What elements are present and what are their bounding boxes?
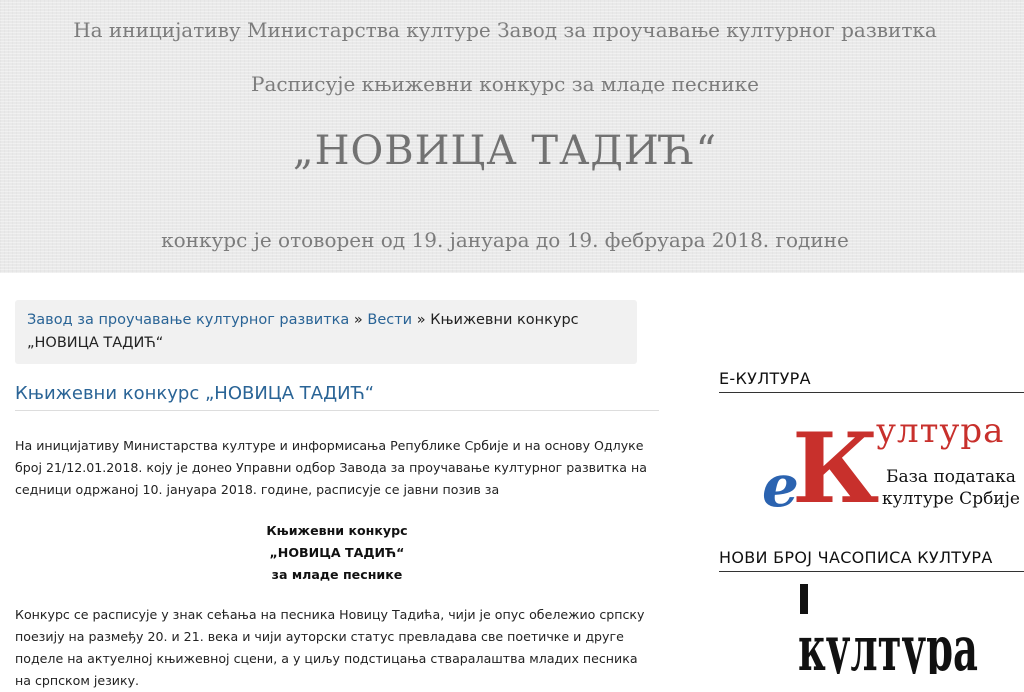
article-paragraph-body: Конкурс се расписује у знак сећања на песника Новицу Тадића, чији је опус обележио српску поезију на размеђу 20. и 21. века и чији ауторски статус превладава све поетичке и друге поделе на актуелној књижевној сцени, а у циљу подстицања стваралаштва младих песника на српском језику. [15, 607, 645, 688]
header-banner [0, 0, 1024, 273]
contest-heading-audience: за младе песнике [271, 567, 403, 582]
breadcrumb-separator: » [412, 312, 431, 328]
kultura-magazine-logo [798, 584, 980, 674]
breadcrumb-home-link[interactable]: Завод за проучавање културног развитка [27, 312, 350, 328]
kultura-magazine-link[interactable] [798, 584, 980, 674]
ekultura-e-letter: e [762, 452, 799, 518]
banner-contest-name: „НОВИЦА ТАДИЋ“ [292, 128, 718, 174]
breadcrumb-current: Књижевни конкурс „НОВИЦА ТАДИЋ“ [27, 312, 579, 351]
ekultura-k-letter: К [792, 412, 880, 518]
banner-dates: конкурс је отоворен од 19. јануара до 19. фебруара 2018. године [161, 228, 849, 252]
article-title: Књижевни конкурс „НОВИЦА ТАДИЋ“ [15, 383, 659, 411]
contest-heading-name: „НОВИЦА ТАДИЋ“ [269, 545, 405, 560]
kultura-logo-text: култура [798, 612, 978, 674]
widget-title-ekultura: Е-КУЛТУРА [719, 369, 1024, 393]
breadcrumb [15, 300, 637, 364]
contest-heading-line: Књижевни конкурс [266, 523, 408, 538]
banner-line-initiative: На иницијативу Министарства културе Завод за проучавање културног развитка [73, 18, 937, 42]
breadcrumb-news-link[interactable]: Вести [367, 312, 413, 328]
ekultura-logo [762, 410, 1024, 518]
ekultura-subtitle-1: База података [886, 467, 1016, 487]
ekultura-rest-text: ултура [876, 411, 1005, 451]
article-paragraph-intro: На иницијативу Министарства културе и информисања Републике Србије и на основу Одлуке број 21/12.01.2018. коју је донео Управни одбор Завода за проучавање културног развитка на седници одржаној 10. јануара 2018. године, расписује се јавни позив за [15, 438, 647, 497]
widget-title-new-issue: НОВИ БРОЈ ЧАСОПИСА КУЛТУРА [719, 548, 1024, 572]
contest-heading-block [15, 520, 659, 586]
ekultura-subtitle-2: културе Србије [882, 489, 1020, 509]
ekultura-logo-link[interactable] [762, 410, 1024, 518]
breadcrumb-separator: » [349, 312, 368, 328]
banner-line-announcement: Расписује књижевни конкурс за младе песнике [251, 72, 759, 96]
